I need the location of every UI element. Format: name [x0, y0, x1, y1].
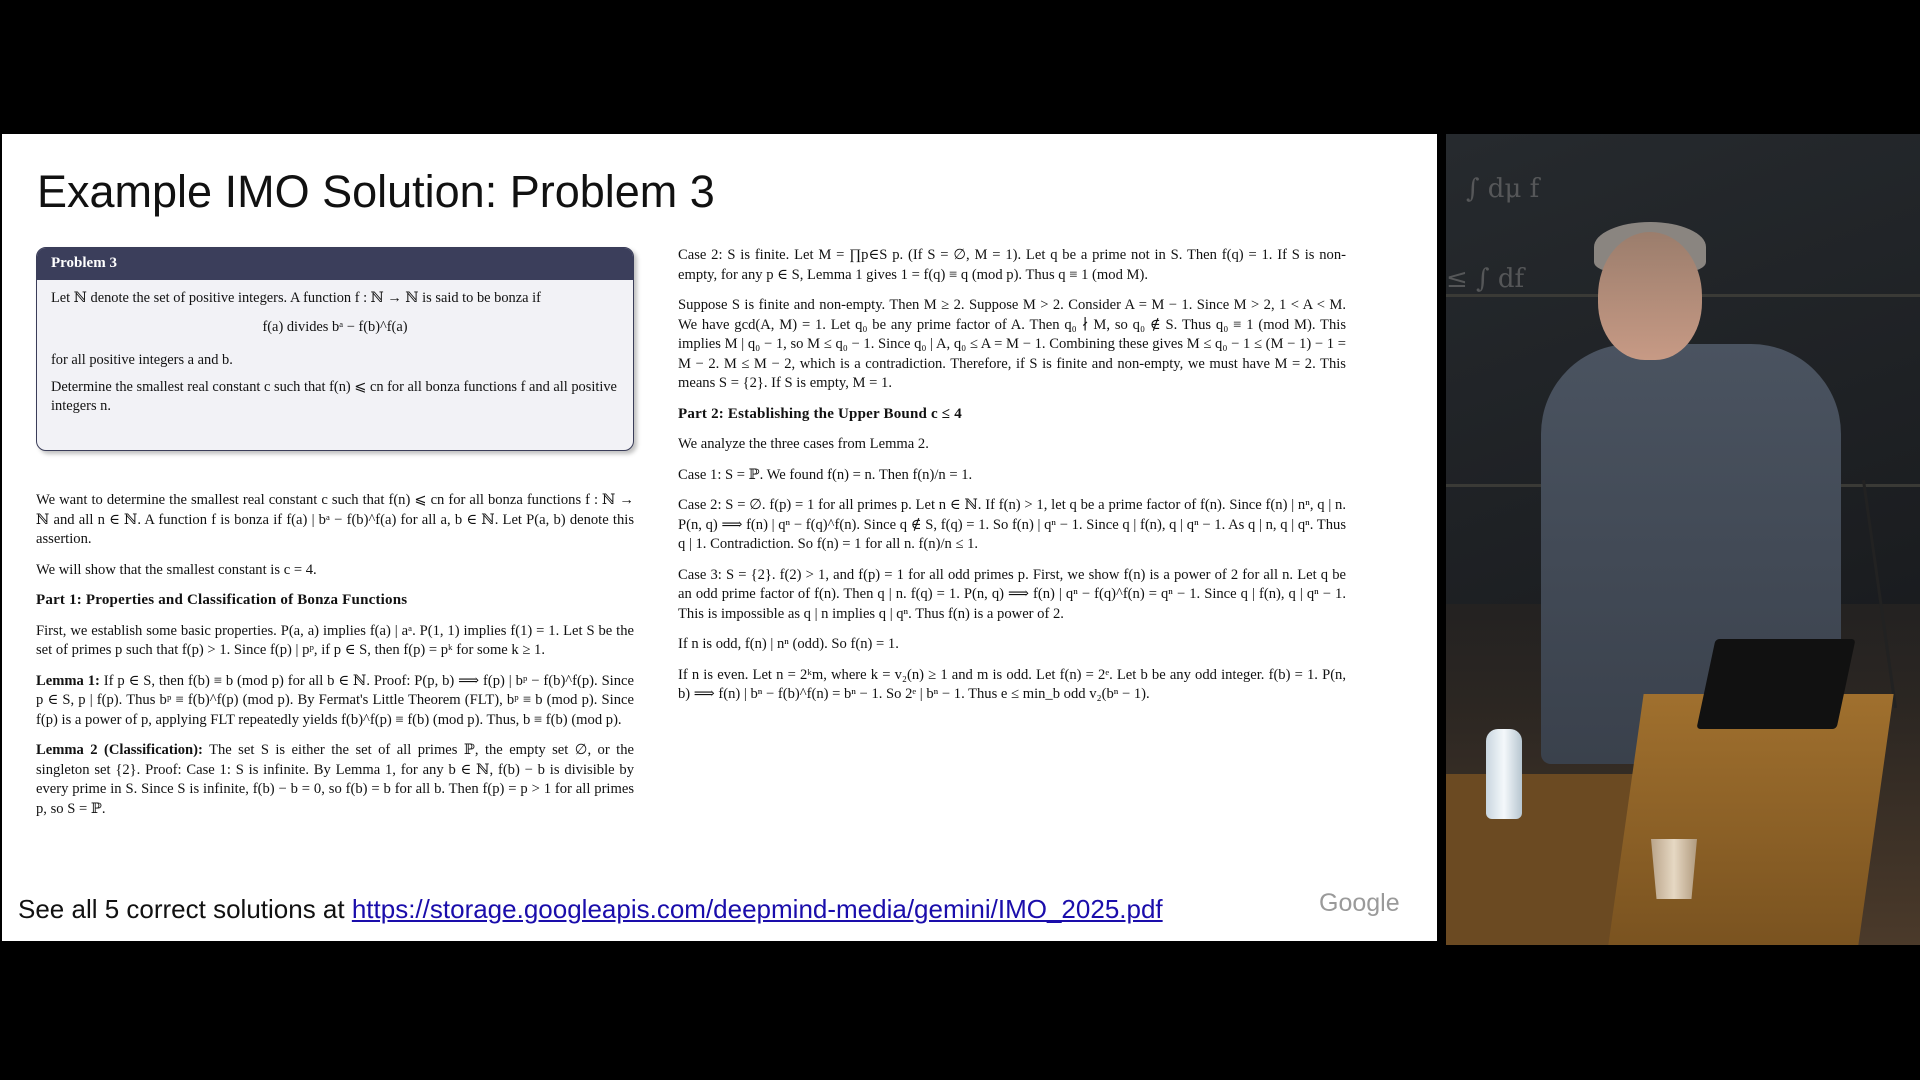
google-logo: Google — [1319, 889, 1400, 917]
case2-empty-paragraph: Case 2: S = ∅. f(p) = 1 for all primes p. Let n ∈ ℕ. If f(n) > 1, let q be a prime factor of f(n). Since f(n) | nⁿ, q | n. P(n, q) ⟹ f(n) | qⁿ − f(q)^f(n). Since q ∉ S, f(q) = 1. So f(n) | qⁿ − 1. Since q | f(n), q | qⁿ − 1. As q | n, q | qⁿ. Thus q | 1. Contradiction. So f(n) = 1 for all n. f(n)/n ≤ 1. — [678, 497, 1346, 552]
intro-paragraph: We want to determine the smallest real constant c such that f(n) ⩽ cn for all bonza functions f : ℕ → ℕ and all n ∈ ℕ. A function f is bonza if f(a) | bᵃ − f(b)^f(a) for all a, b ∈ ℕ. Let P(a, b) denote this assertion. — [36, 492, 634, 547]
footer-text — [18, 894, 1163, 925]
lemma2-text: The set S is either the set of all primes ℙ, the empty set ∅, or the singleton set {2}. Proof: Case 1: S is infinite. By Lemma 1, for any b ∈ ℕ, f(b) − b is divisible by every prime in S. Since S is infinite, f(b) − b = 0, so f(b) = b for all b. Then f(p) = p > 1 for all primes p, so S = ℙ. — [36, 742, 634, 817]
podium — [1608, 694, 1893, 945]
solution-left-column — [36, 491, 634, 830]
laptop — [1696, 639, 1855, 729]
finite-nonempty-paragraph: Suppose S is finite and non-empty. Then M ≥ 2. Suppose M > 2. Consider A = M − 1. Since M > 2, 1 < A < M. We have gcd(A, M) = 1. Let q₀ be any prime factor of A. Then q₀ ∤ M, so q₀ ∉ S. Thus q₀ ≡ 1 (mod M). This implies M | q₀ − 1, so M ≤ q₀ − 1. Since q₀ | A, q₀ ≤ A = M − 1. Combining these gives M ≤ q₀ − 1 ≤ (M − 1) − 1 = M − 2. M ≤ M − 2, which is a contradiction. Therefore, if S is finite and non-empty, we must have M = 2. This means S = {2}. If S is empty, M = 1. — [678, 297, 1346, 391]
problem-condition: for all positive integers a and b. — [51, 352, 233, 368]
claim-paragraph: We will show that the smallest constant is c = 4. — [36, 561, 317, 578]
footer-prefix: See all 5 correct solutions at — [18, 894, 352, 924]
speaker-head — [1598, 232, 1702, 360]
lemma2-label: Lemma 2 (Classification): — [36, 742, 203, 758]
chalk-scribble: ≤ ∫ df — [1446, 264, 1525, 294]
problem-heading: Problem 3 — [37, 248, 633, 280]
analyze-cases-paragraph: We analyze the three cases from Lemma 2. — [678, 436, 929, 452]
lemma1-paragraph — [36, 672, 634, 731]
case3-paragraph: Case 3: S = {2}. f(2) > 1, and f(p) = 1 for all odd primes p. First, we show f(n) is a power of 2 for all n. Let q be an odd prime factor of f(n). Then q | n. f(q) = 1. P(n, q) ⟹ f(n) | qⁿ − f(q)^f(n) = qⁿ − 1. Since q | f(n), q | qⁿ − 1. This is impossible as q | n implies q | qⁿ. Thus f(n) is a power of 2. — [678, 566, 1346, 622]
problem-question: Determine the smallest real constant c such that f(n) ⩽ cn for all bonza functions f and all positive integers n. — [51, 379, 617, 414]
solutions-link[interactable]: https://storage.googleapis.com/deepmind-media/gemini/IMO_2025.pdf — [351, 894, 1163, 924]
problem-box — [36, 247, 634, 451]
part2-heading: Part 2: Establishing the Upper Bound c ≤ 4 — [678, 405, 962, 422]
chalk-scribble: ∫ dμ f — [1466, 174, 1540, 204]
case1-paragraph: Case 1: S = ℙ. We found f(n) = n. Then f(n)/n = 1. — [678, 466, 973, 483]
n-odd-paragraph: If n is odd, f(n) | nⁿ (odd). So f(n) = 1. — [678, 636, 899, 652]
slide-title: Example IMO Solution: Problem 3 — [37, 166, 715, 217]
problem-body — [37, 280, 633, 416]
part1-heading: Part 1: Properties and Classification of Bonza Functions — [36, 592, 408, 608]
water-bottle — [1486, 729, 1522, 819]
lemma2-paragraph — [36, 741, 634, 819]
slide — [2, 134, 1437, 941]
problem-formula: f(a) divides bᵃ − f(b)^f(a) — [262, 319, 408, 335]
case2-finite-paragraph: Case 2: S is finite. Let M = ∏p∈S p. (If S = ∅, M = 1). Let q be a prime not in S. Then f(q) = 1. If S is non-empty, for any p ∈ S, Lemma 1 gives 1 = f(q) ≡ q (mod p). Thus q ≡ 1 (mod M). — [678, 247, 1346, 283]
paper-cup — [1651, 839, 1697, 899]
lemma1-label: Lemma 1: — [36, 672, 100, 689]
basic-properties-paragraph: First, we establish some basic properties. P(a, a) implies f(a) | aᵃ. P(1, 1) implies f(1) = 1. Let S be the set of primes p such that f(p) > 1. Since f(p) | pᵖ, if p ∈ S, then f(p) = pᵏ for some k ≥ 1. — [36, 622, 634, 658]
lemma1-text: If p ∈ S, then f(b) ≡ b (mod p) for all b ∈ ℕ. Proof: P(p, b) ⟹ f(p) | bᵖ − f(b)^f(p). Since p ∈ S, p | f(p). Thus bᵖ ≡ f(b)^f(p) (mod p). By Fermat's Little Theorem (FLT), bᵖ ≡ b (mod p). Since f(p) is a power of p, applying FLT repeatedly yields f(b)^f(p) ≡ f(b) (mod p). Thus, b ≡ f(b) (mod p). — [36, 672, 634, 728]
n-even-paragraph: If n is even. Let n = 2ᵏm, where k = v₂(n) ≥ 1 and m is odd. Let f(n) = 2ᵉ. Let b be any odd integer. f(b) = 1. P(n, b) ⟹ f(n) | bⁿ − f(b)^f(n) = bⁿ − 1. So 2ᵉ | bⁿ − 1. Thus e ≤ min_b odd v₂(bⁿ − 1). — [678, 666, 1346, 702]
problem-statement: Let ℕ denote the set of positive integers. A function f : ℕ → ℕ is said to be bonza if — [51, 290, 541, 306]
solution-right-column — [678, 246, 1346, 716]
speaker-video-feed — [1446, 134, 1920, 945]
